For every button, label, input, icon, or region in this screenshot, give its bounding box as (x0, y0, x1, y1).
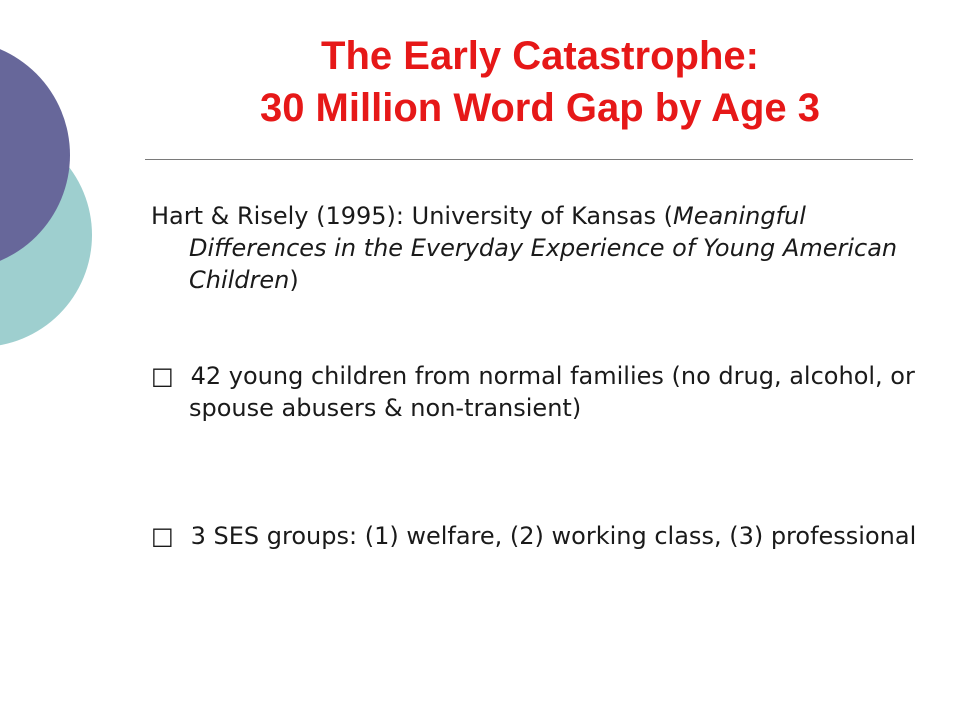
intro-book-title: Meaningful Differences in the Everyday Experience of Young American Children (189, 202, 898, 294)
decorative-circles (0, 0, 110, 400)
intro-close-paren: ) (289, 266, 299, 294)
title-line-2: 30 Million Word Gap by Age 3 (259, 86, 821, 130)
bullet-text: 3 SES groups: (1) welfare, (2) working class, (3) professional (183, 522, 917, 550)
bullet-text: 42 young children from normal families (no drug, alcohol, or spouse abusers & non-transient) (183, 362, 915, 422)
bullet-item (151, 520, 939, 552)
intro-paragraph (151, 200, 939, 296)
slide-title (150, 30, 930, 134)
title-divider (145, 159, 913, 160)
title-line-1: The Early Catastrophe: (321, 34, 759, 78)
bullet-square-icon: □ (151, 362, 174, 390)
bullet-item (151, 360, 939, 424)
bullet-square-icon: □ (151, 522, 174, 550)
intro-plain-text: Hart & Risely (1995): University of Kansas ( (151, 202, 674, 230)
